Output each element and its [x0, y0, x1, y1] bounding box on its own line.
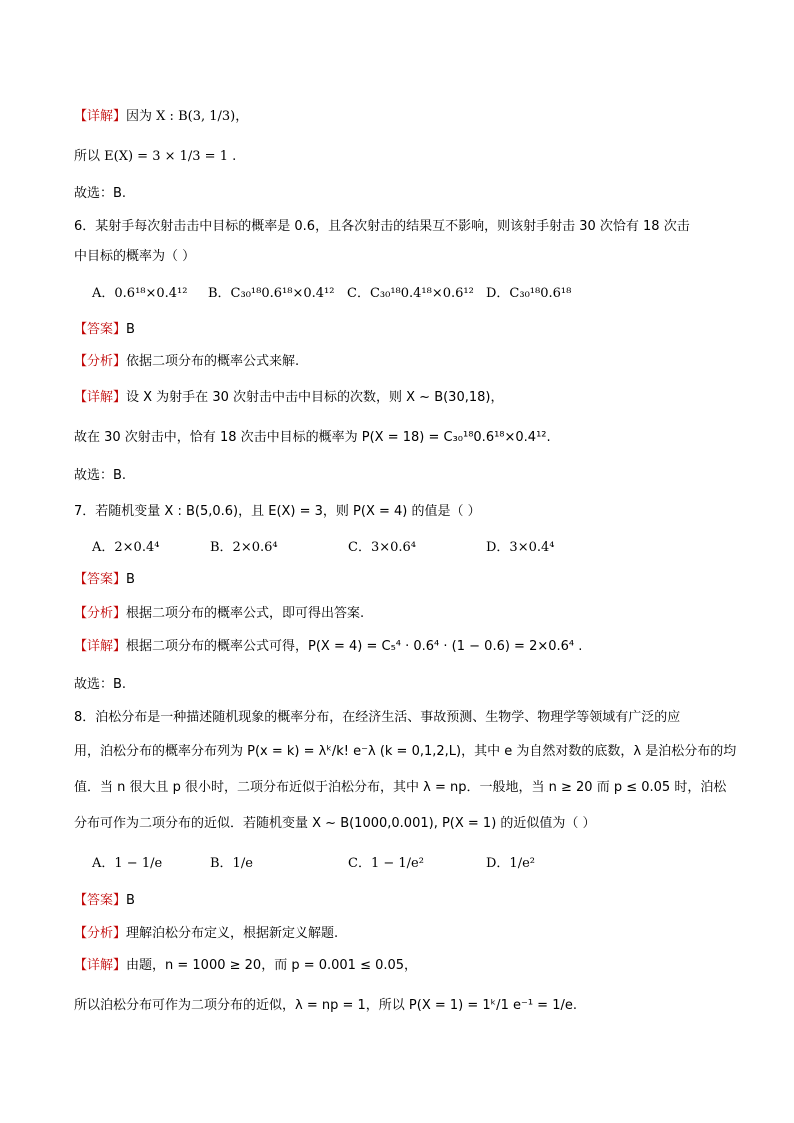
- detail-tag: 【详解】: [74, 958, 127, 973]
- q6-detail: [74, 388, 503, 408]
- option-d: D．1/e²: [486, 856, 535, 871]
- detail-text: 所以: [74, 149, 101, 164]
- answer-tag: 【答案】: [74, 322, 127, 337]
- q6-choose: 故选：B.: [74, 468, 127, 483]
- q7-answer: [74, 570, 135, 590]
- option-a: A．1 − 1/e: [92, 856, 163, 871]
- detail-text: 设 X 为射手在 30 次射击中击中目标的次数，则 X ~ B(30,18)，: [126, 390, 504, 405]
- q6-stem-line2: 中目标的概率为（ ）: [74, 249, 196, 264]
- q8-answer: [74, 891, 135, 911]
- option-d: D．C₃₀¹⁸0.6¹⁸: [486, 286, 572, 301]
- q7-stem: 7．若随机变量 X : B(5,0.6)，且 E(X) = 3，则 P(X = 4) 的值是（ ）: [74, 504, 481, 519]
- detail-math: X : B(3, 1/3)，: [156, 109, 249, 124]
- analysis-tag: 【分析】: [74, 354, 127, 369]
- q7-analysis: [74, 604, 364, 624]
- q8-stem-line3: 值．当 n 很大且 p 很小时，二项分布近似于泊松分布，其中 λ = np．一般地，当 n ≥ 20 而 p ≤ 0.05 时，泊松: [74, 780, 727, 795]
- q7-detail: [74, 637, 582, 657]
- detail-tag: 【详解】: [74, 109, 127, 124]
- answer-value: B: [126, 322, 135, 337]
- q7-choose: 故选：B.: [74, 677, 127, 692]
- analysis-text: 根据二项分布的概率公式，即可得出答案.: [126, 606, 365, 621]
- q8-stem-line2: 用，泊松分布的概率分布列为 P(x = k) = λᵏ/k! e⁻λ (k = 0,1,2,L)，其中 e 为自然对数的底数，λ 是泊松分布的均: [74, 744, 737, 759]
- option-c: C．3×0.6⁴: [348, 540, 416, 555]
- q8-stem-line1: 8．泊松分布是一种描述随机现象的概率分布，在经济生活、事故预测、生物学、物理学等领域有广泛的应: [74, 710, 681, 725]
- q6-answer: [74, 320, 135, 340]
- detail-tag: 【详解】: [74, 390, 127, 405]
- q6-detail-line2: 故在 30 次射击中，恰有 18 次击中目标的概率为 P(X = 18) = C₃₀¹⁸0.6¹⁸×0.4¹².: [74, 430, 551, 445]
- analysis-tag: 【分析】: [74, 926, 127, 941]
- option-a: A．2×0.4⁴: [92, 540, 160, 555]
- q8-detail-line2: 所以泊松分布可作为二项分布的近似，λ = np = 1，所以 P(X = 1) = 1ᵏ/1 e⁻¹ = 1/e.: [74, 998, 577, 1013]
- detail-text: 根据二项分布的概率公式可得，P(X = 4) = C₅⁴ · 0.6⁴ · (1 − 0.6) = 2×0.6⁴ .: [126, 639, 583, 654]
- option-c: C．C₃₀¹⁸0.4¹⁸×0.6¹²: [347, 286, 474, 301]
- analysis-tag: 【分析】: [74, 606, 127, 621]
- detail-text: 由题，n = 1000 ≥ 20，而 p = 0.001 ≤ 0.05，: [126, 958, 418, 973]
- q5-detail-line2: [74, 147, 236, 167]
- q6-stem-line1: 6．某射手每次射击击中目标的概率是 0.6，且各次射击的结果互不影响，则该射手射击 30 次恰有 18 次击: [74, 219, 690, 234]
- q6-analysis: [74, 352, 299, 372]
- option-b: B．2×0.6⁴: [210, 540, 278, 555]
- answer-value: B: [126, 572, 135, 587]
- option-b: B．C₃₀¹⁸0.6¹⁸×0.4¹²: [208, 286, 335, 301]
- detail-tag: 【详解】: [74, 639, 127, 654]
- answer-value: B: [126, 893, 135, 908]
- answer-tag: 【答案】: [74, 893, 127, 908]
- detail-text: 因为: [126, 109, 153, 124]
- analysis-text: 理解泊松分布定义，根据新定义解题.: [126, 926, 339, 941]
- answer-tag: 【答案】: [74, 572, 127, 587]
- q5-detail-line: [74, 107, 248, 127]
- option-d: D．3×0.4⁴: [486, 540, 555, 555]
- detail-math: E(X) = 3 × 1/3 = 1 .: [104, 149, 237, 164]
- option-c: C．1 − 1/e²: [348, 856, 424, 871]
- option-a: A．0.6¹⁸×0.4¹²: [92, 286, 188, 301]
- option-b: B．1/e: [210, 856, 253, 871]
- analysis-text: 依据二项分布的概率公式来解.: [126, 354, 300, 369]
- q8-analysis: [74, 924, 338, 944]
- q8-stem-line4: 分布可作为二项分布的近似．若随机变量 X ~ B(1000,0.001), P(X = 1) 的近似值为（ ）: [74, 816, 596, 831]
- q5-choose: 故选：B.: [74, 186, 127, 201]
- q8-detail: [74, 956, 417, 976]
